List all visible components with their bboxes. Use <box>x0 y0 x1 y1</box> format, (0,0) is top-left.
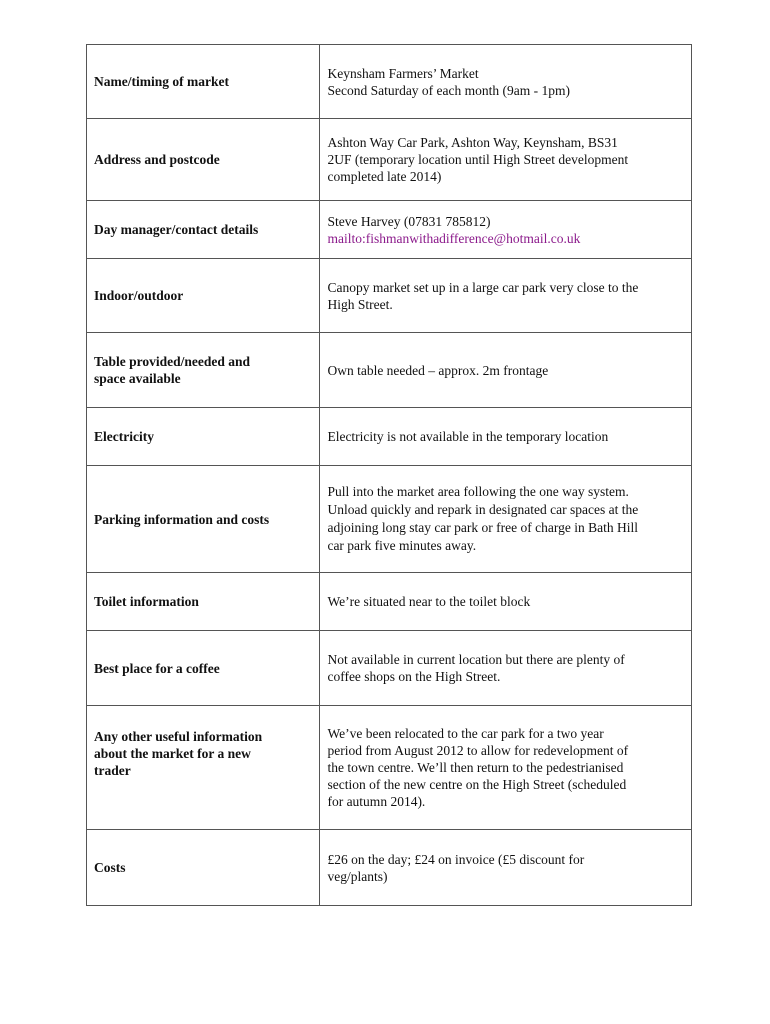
table-row-name-timing <box>87 45 692 119</box>
row-value-electricity <box>320 408 692 466</box>
row-label-day-manager: Day manager/contact details <box>87 201 320 259</box>
contact-email-link[interactable]: mailto:fishmanwithadifference@hotmail.co.uk <box>327 230 581 246</box>
row-label-parking: Parking information and costs <box>87 466 320 573</box>
row-label-table-space <box>87 333 320 408</box>
table-row-coffee <box>87 631 692 706</box>
value-line: completed late 2014) <box>327 169 442 184</box>
row-value-address <box>320 119 692 201</box>
table-row-address <box>87 119 692 201</box>
value-line: Not available in current location but there are plenty of <box>327 652 625 667</box>
value-line: We’re situated near to the toilet block <box>327 594 531 609</box>
table-row-other-info <box>87 706 692 830</box>
row-label-name-timing: Name/timing of market <box>87 45 320 119</box>
value-line: coffee shops on the High Street. <box>327 669 501 684</box>
row-label-indoor-outdoor: Indoor/outdoor <box>87 259 320 333</box>
value-line: period from August 2012 to allow for redevelopment of <box>327 743 629 758</box>
row-value-table-space <box>320 333 692 408</box>
market-info-table <box>86 44 692 906</box>
label-line: Any other useful information <box>94 729 263 744</box>
row-value-indoor-outdoor <box>320 259 692 333</box>
row-value-coffee <box>320 631 692 706</box>
value-line: the town centre. We’ll then return to the pedestrianised <box>327 760 624 775</box>
row-label-address: Address and postcode <box>87 119 320 201</box>
value-line: Unload quickly and repark in designated car spaces at the <box>327 502 639 517</box>
row-label-electricity: Electricity <box>87 408 320 466</box>
row-label-coffee: Best place for a coffee <box>87 631 320 706</box>
value-line: adjoining long stay car park or free of charge in Bath Hill <box>327 520 638 535</box>
row-value-costs <box>320 830 692 906</box>
row-label-costs: Costs <box>87 830 320 906</box>
value-line: We’ve been relocated to the car park for a two year <box>327 726 604 741</box>
table-row-parking <box>87 466 692 573</box>
value-line: High Street. <box>327 296 393 312</box>
label-line: trader <box>94 763 131 778</box>
value-line: veg/plants) <box>327 868 388 884</box>
table-row-electricity <box>87 408 692 466</box>
value-line: Electricity is not available in the temporary location <box>327 429 609 444</box>
value-line: section of the new centre on the High Street (scheduled <box>327 777 627 792</box>
label-line: Table provided/needed and <box>94 354 251 369</box>
value-line: Canopy market set up in a large car park very close to the <box>327 279 639 295</box>
label-line: space available <box>94 371 181 386</box>
row-value-other-info <box>320 706 692 830</box>
value-line: car park five minutes away. <box>327 538 477 553</box>
row-value-name-timing <box>320 45 692 119</box>
value-line: for autumn 2014). <box>327 794 426 809</box>
row-value-parking <box>320 466 692 573</box>
label-line: about the market for a new <box>94 746 251 761</box>
value-line: £26 on the day; £24 on invoice (£5 discount for <box>327 851 585 867</box>
value-line: Keynsham Farmers’ Market <box>327 65 479 81</box>
value-line: Own table needed – approx. 2m frontage <box>327 362 549 378</box>
table-row-table-space <box>87 333 692 408</box>
value-line: Second Saturday of each month (9am - 1pm) <box>327 82 571 98</box>
value-line: Pull into the market area following the one way system. <box>327 484 629 499</box>
table-row-toilet <box>87 573 692 631</box>
row-value-toilet <box>320 573 692 631</box>
value-line: Ashton Way Car Park, Ashton Way, Keynsham, BS31 <box>327 135 618 150</box>
table-row-costs <box>87 830 692 906</box>
value-line: 2UF (temporary location until High Street development <box>327 152 629 167</box>
table-row-indoor-outdoor <box>87 259 692 333</box>
row-label-other-info <box>87 706 320 830</box>
row-value-day-manager <box>320 201 692 259</box>
value-line: Steve Harvey (07831 785812) <box>327 213 491 229</box>
row-label-toilet: Toilet information <box>87 573 320 631</box>
table-row-day-manager <box>87 201 692 259</box>
